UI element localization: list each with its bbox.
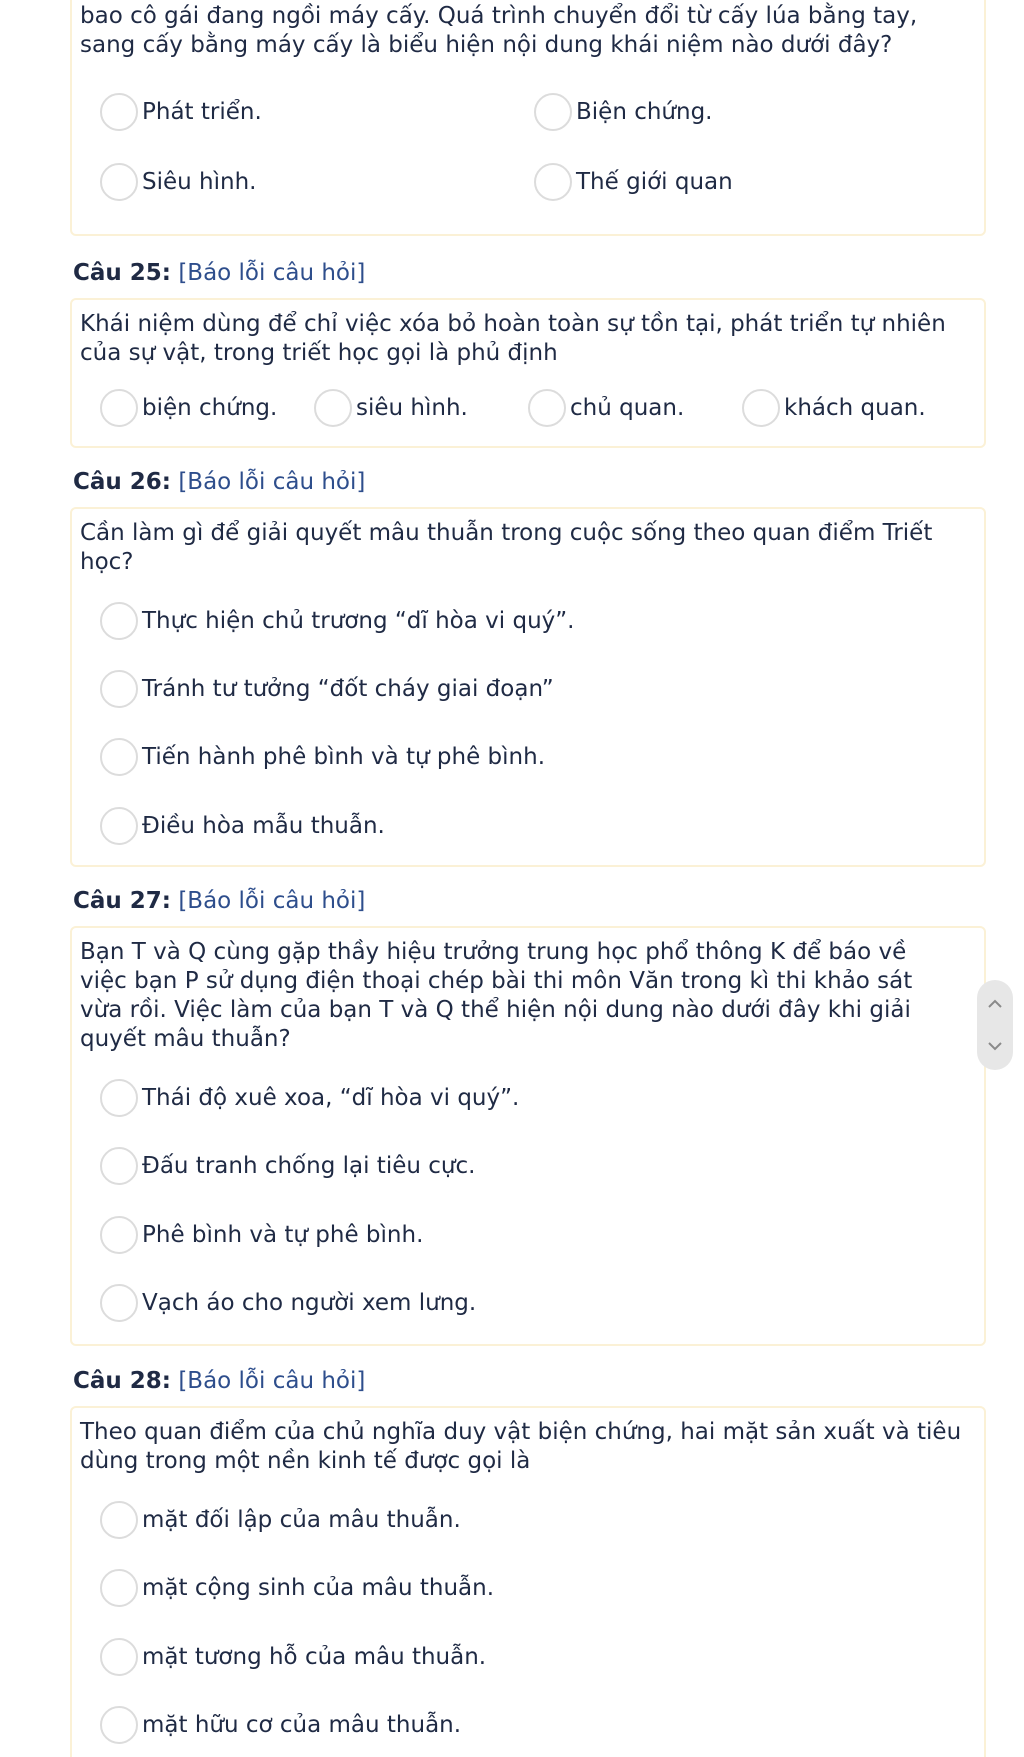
question-box-24 — [70, 0, 986, 236]
radio-button[interactable] — [742, 389, 780, 427]
option-c[interactable] — [100, 162, 256, 202]
radio-button[interactable] — [100, 1079, 138, 1117]
option-label: Siêu hình. — [142, 169, 257, 195]
radio-button[interactable] — [100, 1569, 138, 1607]
option-d[interactable] — [742, 388, 926, 428]
option-label: Tiến hành phê bình và tự phê bình. — [142, 744, 546, 770]
question-number: Câu 26: — [73, 469, 171, 495]
scroll-up-button[interactable] — [977, 984, 1013, 1024]
chevron-down-icon — [987, 1041, 1003, 1051]
radio-button[interactable] — [534, 163, 572, 201]
option-label: Vạch áo cho người xem lưng. — [142, 1290, 477, 1316]
report-error-link[interactable]: [Báo lỗi câu hỏi] — [178, 260, 366, 286]
option-b[interactable] — [100, 1146, 475, 1186]
option-c[interactable] — [100, 1215, 423, 1255]
option-d[interactable] — [534, 162, 733, 202]
option-label: biện chứng. — [142, 395, 278, 421]
option-label: Phê bình và tự phê bình. — [142, 1222, 424, 1248]
radio-button[interactable] — [100, 1147, 138, 1185]
report-error-link[interactable]: [Báo lỗi câu hỏi] — [178, 1368, 366, 1394]
option-b[interactable] — [534, 92, 713, 132]
option-d[interactable] — [100, 1705, 461, 1745]
option-label: Phát triển. — [142, 99, 262, 125]
radio-button[interactable] — [100, 670, 138, 708]
option-d[interactable] — [100, 806, 385, 846]
option-label: Tránh tư tưởng “đốt cháy giai đoạn” — [142, 676, 554, 702]
option-label: chủ quan. — [570, 395, 685, 421]
option-label: siêu hình. — [356, 395, 468, 421]
question-box-27 — [70, 926, 986, 1346]
radio-button[interactable] — [100, 389, 138, 427]
question-heading-26 — [73, 467, 365, 497]
radio-button[interactable] — [100, 1216, 138, 1254]
option-c[interactable] — [100, 737, 545, 777]
radio-button[interactable] — [100, 93, 138, 131]
radio-button[interactable] — [534, 93, 572, 131]
option-d[interactable] — [100, 1283, 476, 1323]
report-error-link[interactable]: [Báo lỗi câu hỏi] — [178, 888, 366, 914]
option-a[interactable] — [100, 92, 262, 132]
radio-button[interactable] — [100, 807, 138, 845]
option-a[interactable] — [100, 601, 575, 641]
question-heading-25 — [73, 258, 365, 288]
scroll-down-button[interactable] — [977, 1026, 1013, 1066]
radio-button[interactable] — [100, 163, 138, 201]
question-text: Bạn T và Q cùng gặp thầy hiệu trưởng trung học phổ thông K để báo về việc bạn P sử dụng điện thoại chép bài thi môn Văn trong kì thi khảo sát vừa rồi. Việc làm của bạn T và Q thể hiện nội dung nào dưới đây khi giải quyết mâu thuẫn? — [80, 939, 913, 1052]
option-a[interactable] — [100, 1500, 461, 1540]
option-label: mặt tương hỗ của mâu thuẫn. — [142, 1644, 487, 1670]
option-label: Thái độ xuê xoa, “dĩ hòa vi quý”. — [142, 1085, 520, 1111]
option-label: mặt cộng sinh của mâu thuẫn. — [142, 1575, 495, 1601]
radio-button[interactable] — [100, 1501, 138, 1539]
question-number: Câu 28: — [73, 1368, 171, 1394]
question-number: Câu 25: — [73, 260, 171, 286]
radio-button[interactable] — [100, 738, 138, 776]
option-label: mặt đối lập của mâu thuẫn. — [142, 1507, 461, 1533]
radio-button[interactable] — [100, 1284, 138, 1322]
chevron-up-icon — [987, 999, 1003, 1009]
question-text: bao cô gái đang ngồi máy cấy. Quá trình chuyển đổi từ cấy lúa bằng tay, sang cấy bằng máy cấy là biểu hiện nội dung khái niệm nào dưới đây? — [80, 3, 918, 58]
option-c[interactable] — [100, 1637, 486, 1677]
option-b[interactable] — [100, 1568, 494, 1608]
option-label: Thực hiện chủ trương “dĩ hòa vi quý”. — [142, 608, 575, 634]
question-heading-28 — [73, 1366, 365, 1396]
report-error-link[interactable]: [Báo lỗi câu hỏi] — [178, 469, 366, 495]
question-box-26 — [70, 507, 986, 867]
option-label: Điều hòa mẫu thuẫn. — [142, 813, 385, 839]
option-label: mặt hữu cơ của mâu thuẫn. — [142, 1712, 462, 1738]
option-a[interactable] — [100, 1078, 519, 1118]
radio-button[interactable] — [100, 602, 138, 640]
scroll-control — [977, 980, 1013, 1070]
radio-button[interactable] — [528, 389, 566, 427]
radio-button[interactable] — [100, 1706, 138, 1744]
radio-button[interactable] — [314, 389, 352, 427]
question-box-28 — [70, 1406, 986, 1757]
option-label: Thế giới quan — [576, 169, 733, 195]
option-c[interactable] — [528, 388, 684, 428]
option-b[interactable] — [314, 388, 468, 428]
radio-button[interactable] — [100, 1638, 138, 1676]
option-label: Biện chứng. — [576, 99, 713, 125]
option-b[interactable] — [100, 669, 554, 709]
option-a[interactable] — [100, 388, 277, 428]
option-label: Đấu tranh chống lại tiêu cực. — [142, 1153, 476, 1179]
question-number: Câu 27: — [73, 888, 171, 914]
option-label: khách quan. — [784, 395, 926, 421]
question-text: Khái niệm dùng để chỉ việc xóa bỏ hoàn toàn sự tồn tại, phát triển tự nhiên của sự vật, trong triết học gọi là phủ định — [80, 311, 946, 366]
question-text: Cần làm gì để giải quyết mâu thuẫn trong cuộc sống theo quan điểm Triết học? — [80, 520, 933, 575]
question-text: Theo quan điểm của chủ nghĩa duy vật biện chứng, hai mặt sản xuất và tiêu dùng trong một nền kinh tế được gọi là — [80, 1419, 962, 1474]
question-box-25 — [70, 298, 986, 448]
question-heading-27 — [73, 886, 365, 916]
